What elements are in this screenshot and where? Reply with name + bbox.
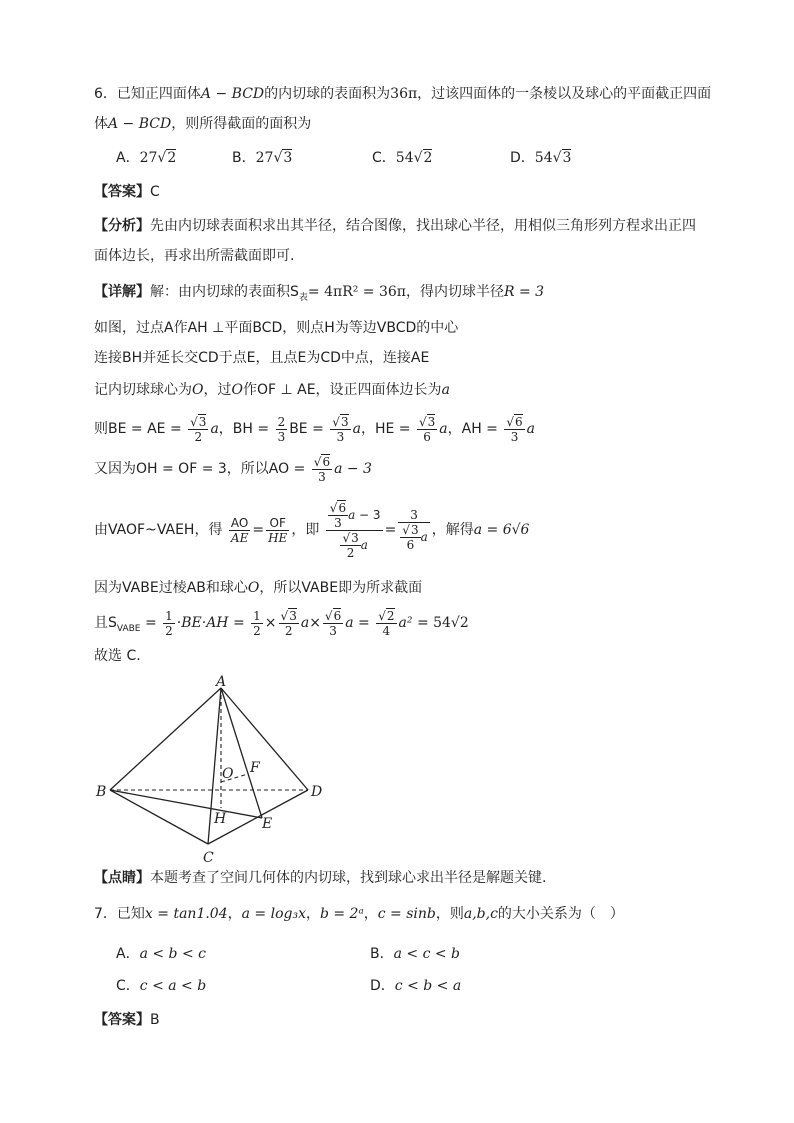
frac-sqrt6-over-3: $\frac{√6}{3}$ [324, 608, 342, 638]
step-text: 故选 C. [94, 648, 141, 664]
label-h: H [214, 811, 227, 827]
frac-complex-left: $\frac{√6}{3}$ a − 3 $\frac{√3}{2}$ a [326, 501, 383, 560]
label-c: C [203, 850, 214, 866]
frac-sqrt3-over-3: $\frac{√3}{3}$ [332, 414, 349, 444]
step-text: ，即 [291, 522, 320, 538]
option-text: a < b < c [139, 946, 206, 962]
label-d: D [311, 784, 323, 800]
step-3 [94, 380, 450, 400]
frac-of-over-he: $\frac{OF}{HE}$ [268, 515, 288, 545]
option-text: a < c < b [393, 946, 461, 962]
step-5 [94, 452, 372, 486]
step-text: 如图，过点A作AH ⊥平面BCD，则点H为等边VBCD的中心 [94, 320, 459, 336]
q6-option-a[interactable]: A．27√2 [116, 150, 177, 166]
option-label: C． [372, 150, 396, 166]
segment-be [110, 790, 262, 818]
point-text: 本题考查了空间几何体的内切球，找到球心求出半径是解题关键. [150, 870, 547, 886]
step-expr: a − 3 [334, 461, 372, 477]
q6-option-c[interactable]: C．54√2 [372, 150, 433, 166]
edge-ab [110, 688, 221, 790]
label-o: O [222, 766, 234, 782]
q6-analysis-line2 [94, 246, 294, 266]
detail-text: 解：由内切球的表面积S [150, 284, 299, 300]
letter-o: O [231, 382, 243, 398]
step-text: 连接BH并延长交CD于点E，且点E为CD中点，连接AE [94, 350, 430, 366]
label-b: B [96, 784, 107, 800]
frac-ao-over-ae: $\frac{AO}{AE}$ [230, 515, 249, 545]
q7-a: a = log₃x [241, 906, 306, 922]
q6-stem-text: ，过该四面体的一条棱以及球心的平面截正四面 [417, 86, 712, 102]
option-label: C． [116, 978, 140, 994]
frac-complex-right: 3 $\frac{√3}{6}$ a [398, 508, 429, 552]
step-text: ，HE = [360, 421, 411, 437]
option-label: A． [116, 150, 140, 166]
step-6: 由VAOF~VAEH，得 $\frac{AO}{AE}$ = $\frac{OF}{HE}$ ，即 $\frac{√6}{3}$ a − 3 $\frac{√3}{2}$ a = 3 $\frac{√3}{6}$ a ，解得a = 6√6 [94, 500, 530, 560]
label-e: E [262, 816, 273, 832]
area-sub: VABE [116, 623, 141, 634]
q7-option-a[interactable] [116, 944, 206, 964]
q7-answer [94, 1010, 160, 1030]
q7-option-b[interactable] [370, 944, 460, 964]
step-2 [94, 348, 429, 368]
frac-sqrt6-over-3: $\frac{√6}{3}$ [313, 454, 331, 484]
q6-option-b[interactable]: B．27√3 [232, 150, 293, 166]
tetra-name: A − BCD [200, 86, 265, 102]
step-7 [94, 578, 422, 598]
step-text: 记内切球球心为 [94, 382, 192, 398]
q6-stem-text: 的内切球的表面积为 [264, 86, 391, 102]
detail-sub: 表 [298, 292, 308, 303]
frac-1-over-2: $\frac{1}{2}$ [253, 608, 261, 638]
q6-stem-line2 [94, 114, 311, 134]
option-rad: 3 [562, 150, 572, 166]
step-text: ，过 [203, 382, 232, 398]
letter-a: a [441, 382, 450, 398]
q6-stem-text: 6．已知正四面体 [94, 86, 201, 102]
frac-2-over-3: $\frac{2}{3}$ [277, 414, 286, 444]
step-8: 且$S_{VABE}$ = $\frac{1}{2}$ ·BE·AH = $\frac{1}{2}$ × $\frac{√3}{2}$ a× $\frac{√6}{3}$ a = $\frac{√2}{4}$ a² = 54√2 [94, 608, 469, 638]
answer-value: B [150, 1012, 160, 1028]
option-label: D． [370, 978, 395, 994]
option-label: D． [510, 150, 535, 166]
option-text: c < b < a [394, 978, 462, 994]
option-coef: 54 [534, 150, 553, 166]
step-text: 且S [94, 615, 117, 631]
q6-option-d[interactable]: D．54√3 [510, 150, 572, 166]
step-4: 则BE = AE = $\frac{√3}{2}$ a，BH = $\frac{2}{3}$ BE = $\frac{√3}{3}$ a，HE = $\frac{√3}{6}$ a，AH = $\frac{√6}{3}$ a [94, 414, 536, 444]
option-rad: 2 [167, 150, 177, 166]
label-f: F [250, 760, 260, 776]
option-rad: 2 [423, 150, 433, 166]
q7-stem-text: ，则 [435, 906, 464, 922]
label-a: A [216, 674, 227, 690]
q7-b: b = 2ᵃ [319, 906, 364, 922]
step-text: 作OF ⊥ AE，设正四面体边长为 [242, 382, 442, 398]
q6-detail [94, 282, 544, 308]
step-text: ，解得 [431, 522, 474, 538]
step-text: ，AH = [447, 421, 498, 437]
answer-tag: 【答案】 [94, 184, 150, 200]
option-label: B． [232, 150, 256, 166]
step-text: 因为VABE过棱AB和球心 [94, 580, 248, 596]
answer-value: C [150, 184, 160, 200]
q6-stem-text: 体 [94, 116, 108, 132]
letter-o: O [192, 382, 204, 398]
q6-stem-text: ，则所得截面的面积为 [171, 116, 312, 132]
q6-stem-line1 [94, 84, 711, 104]
q7-vars: a,b,c [463, 906, 498, 922]
q7-stem: 7．已知x = tan1.04，a = log₃x，b = 2ᵃ，c = sinb，则a,b,c的大小关系为（ ） [94, 906, 624, 922]
step-1 [94, 318, 458, 338]
analysis-text: 面体边长，再求出所需截面即可. [94, 248, 295, 264]
point-tag: 【点睛】 [94, 870, 150, 886]
step-result: a = 6√6 [473, 522, 530, 538]
frac-sqrt2-over-4: $\frac{√2}{4}$ [378, 608, 395, 638]
q7-option-c[interactable] [116, 976, 206, 996]
q7-stem-text: 7．已知 [94, 906, 145, 922]
option-coef: 54 [395, 150, 414, 166]
frac-sqrt3-over-2: $\frac{√3}{2}$ [190, 414, 207, 444]
area-value: 36π [390, 86, 418, 102]
detail-text: ，得内切球半径 [406, 284, 504, 300]
detail-tag: 【详解】 [94, 284, 150, 300]
option-rad: 3 [283, 150, 293, 166]
step-text: ，所以VABE即为所求截面 [259, 580, 423, 596]
frac-sqrt3-over-6: $\frac{√3}{6}$ [418, 414, 436, 444]
analysis-tag: 【分析】 [94, 218, 150, 234]
frac-sqrt3-over-2: $\frac{√3}{2}$ [280, 608, 297, 638]
step-9 [94, 646, 141, 666]
q6-point [94, 868, 546, 888]
q7-option-d[interactable] [370, 976, 461, 996]
analysis-text: 先由内切球表面积求出其半径，结合图像，找出球心半径，用相似三角形列方程求出正四 [150, 218, 696, 234]
q6-analysis-line1 [94, 216, 696, 236]
option-coef: 27 [255, 150, 274, 166]
frac-1-over-2: $\frac{1}{2}$ [165, 608, 173, 638]
tetrahedron-figure [90, 672, 330, 868]
option-label: A． [116, 946, 140, 962]
tetra-name: A − BCD [108, 116, 172, 132]
letter-o: O [247, 580, 260, 596]
edge-bc [110, 790, 208, 844]
option-coef: 27 [139, 150, 158, 166]
option-label: B． [370, 946, 394, 962]
frac-sqrt6-over-3: $\frac{√6}{3}$ [506, 414, 523, 444]
q6-answer [94, 182, 160, 202]
step-text: 又因为OH = OF = 3，所以AO = [94, 461, 306, 477]
segment-ae [221, 688, 262, 818]
area-result: = 54√2 [416, 615, 469, 631]
detail-eq: = 4πR² = 36π [307, 284, 406, 300]
radius-r: R = 3 [504, 284, 545, 300]
q7-stem-text: 的大小关系为（ ） [497, 906, 624, 922]
edge-ad [221, 688, 308, 790]
step-text: BE = [289, 421, 324, 437]
q7-c: c = sinb [377, 906, 436, 922]
step-text: 由VAOF~VAEH，得 [94, 522, 223, 538]
option-text: c < a < b [139, 978, 207, 994]
step-text: ，BH = [218, 421, 270, 437]
step-text: 则BE = AE = [94, 421, 182, 437]
answer-tag: 【答案】 [94, 1012, 150, 1028]
q7-x: x = tan1.04 [144, 906, 228, 922]
